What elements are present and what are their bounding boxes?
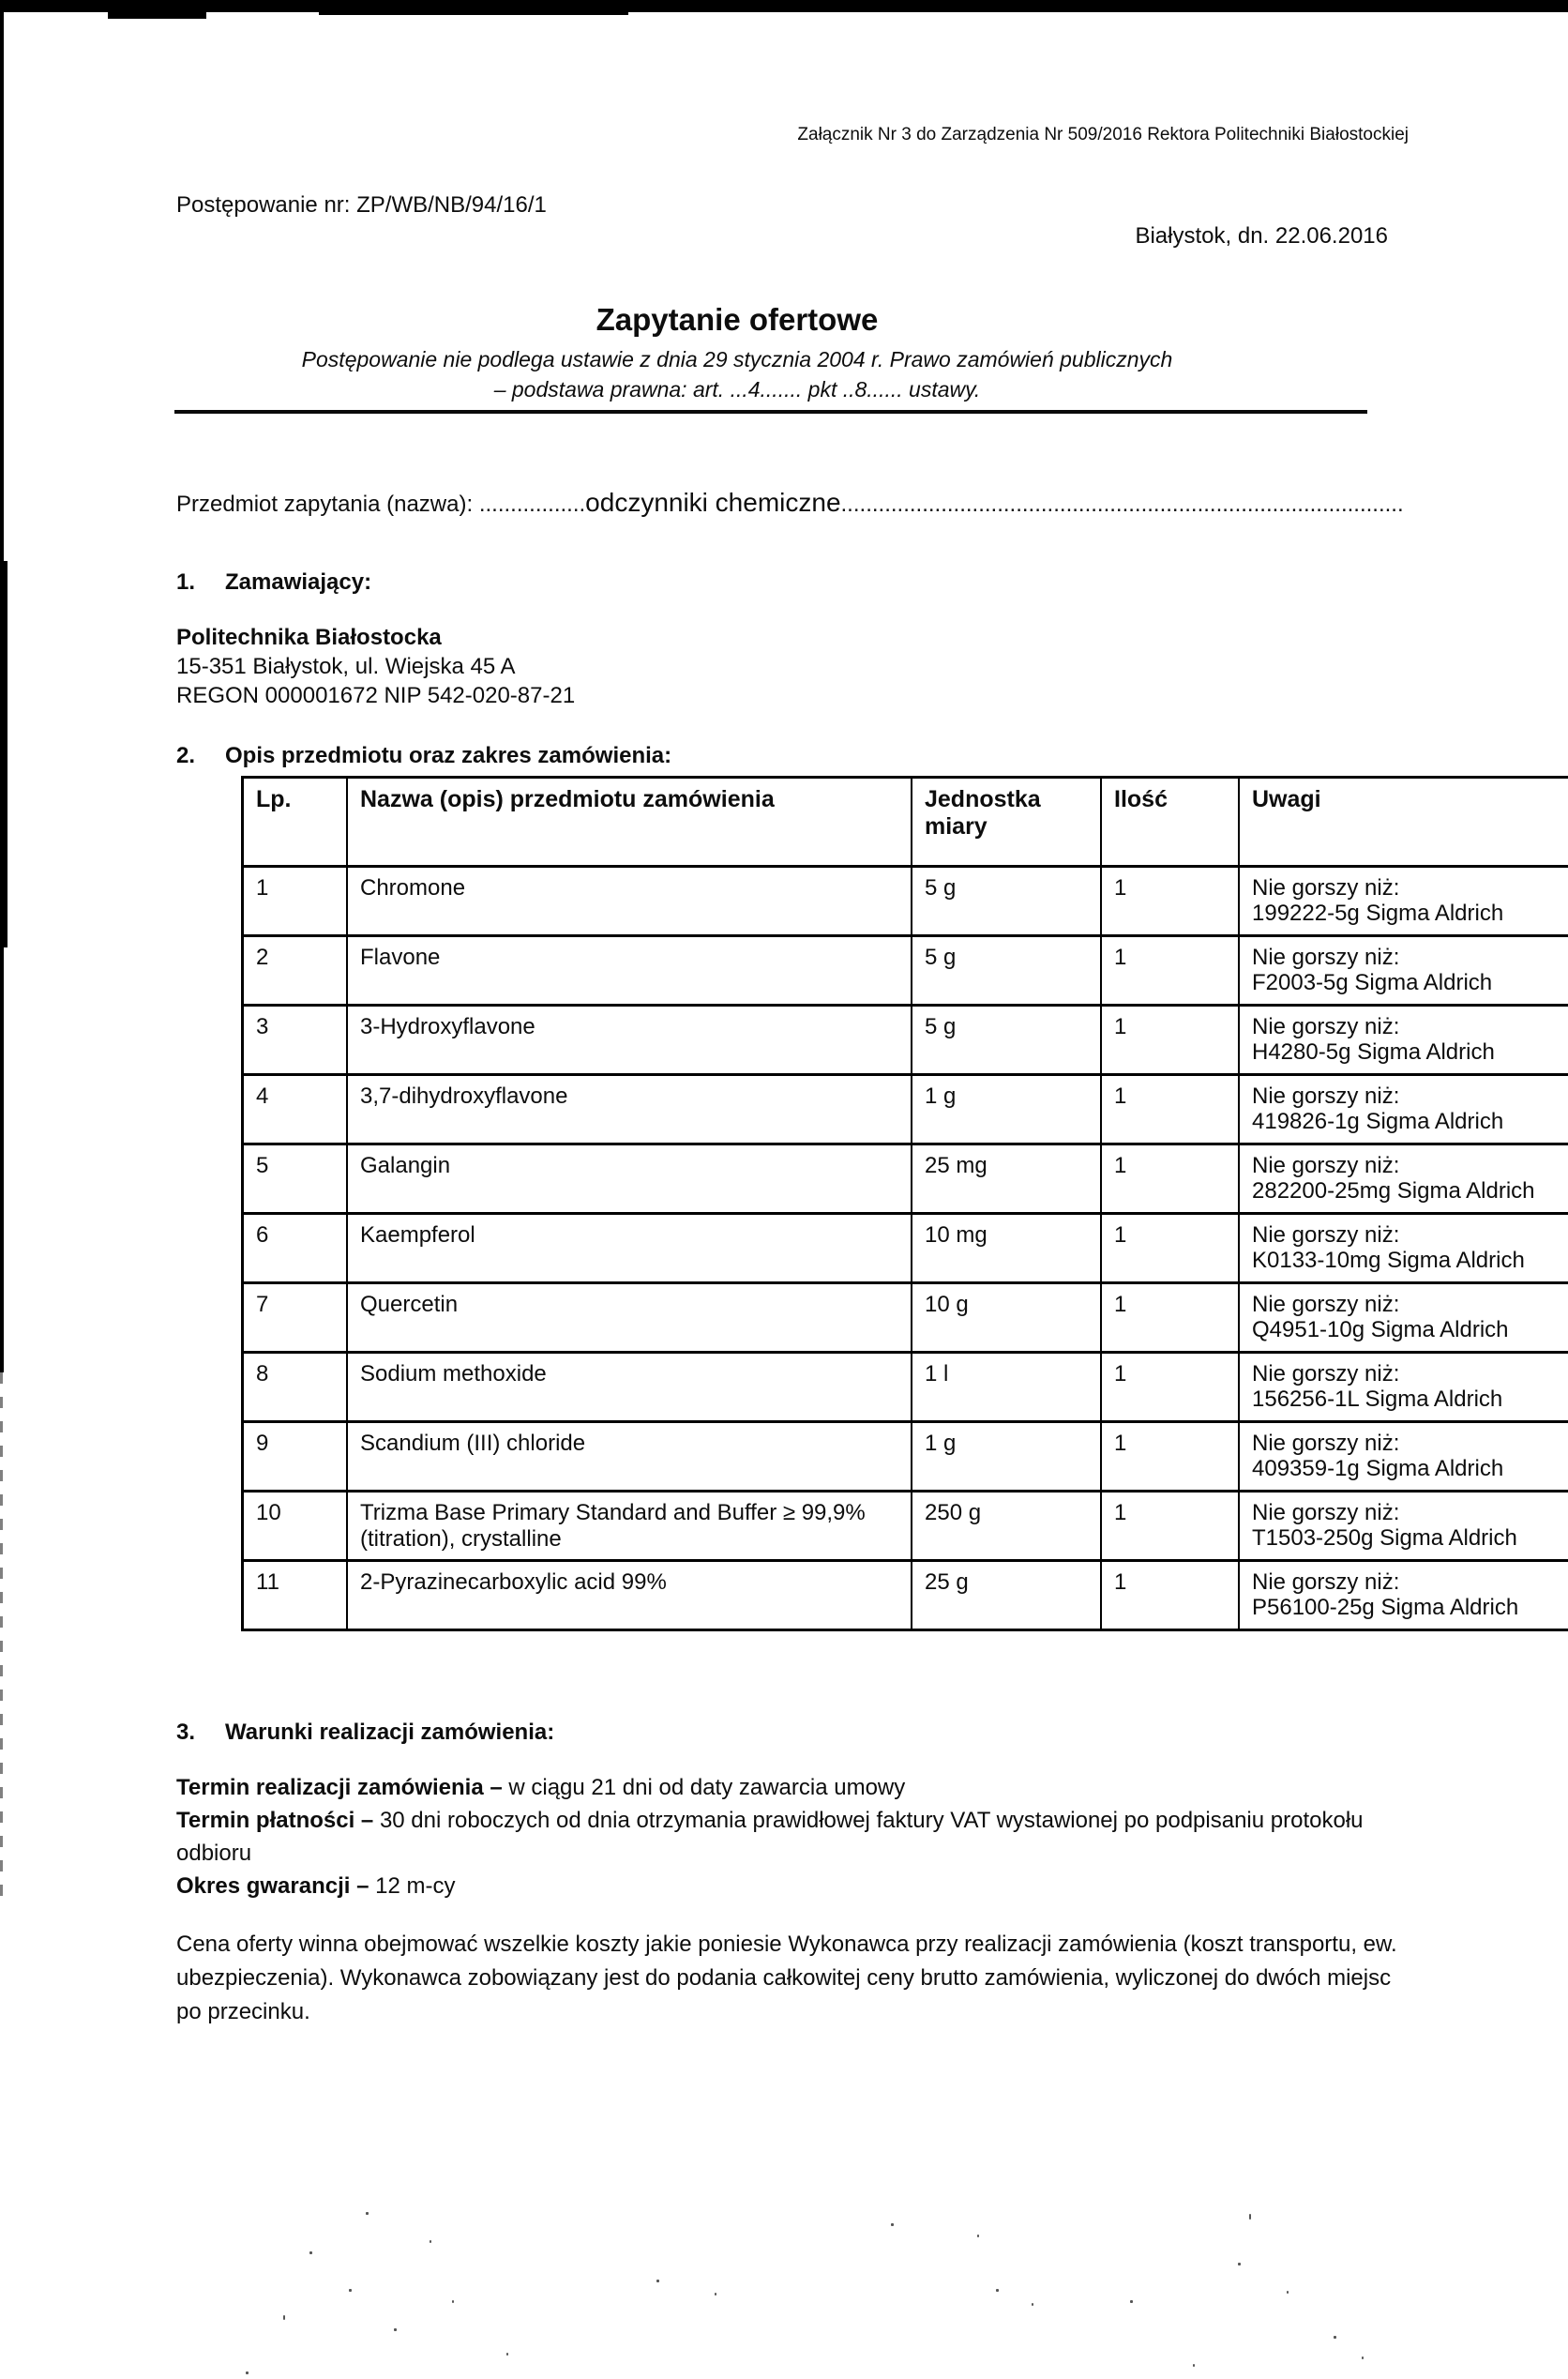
cell-notes bbox=[1239, 1422, 1568, 1492]
term-label: Termin realizacji zamówienia – bbox=[176, 1775, 509, 1800]
table-row bbox=[243, 1144, 1568, 1214]
subject-value: odczynniki chemiczne bbox=[585, 488, 841, 517]
note-line-1: Nie gorszy niż: bbox=[1252, 1500, 1400, 1525]
section-3-heading bbox=[176, 1720, 554, 1746]
term-line bbox=[176, 1870, 1425, 1902]
cell-notes bbox=[1239, 1492, 1568, 1561]
buyer-address: 15-351 Białystok, ul. Wiejska 45 A bbox=[176, 654, 516, 679]
cell-notes bbox=[1239, 867, 1568, 936]
term-line bbox=[176, 1804, 1425, 1870]
term-value: w ciągu 21 dni od daty zawarcia umowy bbox=[508, 1775, 906, 1800]
term-line bbox=[176, 1771, 1425, 1804]
items-table-body bbox=[243, 867, 1568, 1630]
cell-qty: 1 bbox=[1101, 867, 1239, 936]
cell-notes bbox=[1239, 1353, 1568, 1422]
term-label: Termin płatności – bbox=[176, 1808, 380, 1833]
note-line-1: Nie gorszy niż: bbox=[1252, 1431, 1400, 1456]
cell-name: Sodium methoxide bbox=[347, 1353, 912, 1422]
cell-unit: 5 g bbox=[912, 1006, 1101, 1075]
place-and-date: Białystok, dn. 22.06.2016 bbox=[1135, 223, 1388, 249]
cell-notes bbox=[1239, 1144, 1568, 1214]
term-label: Okres gwarancji – bbox=[176, 1873, 376, 1899]
cell-lp: 7 bbox=[243, 1283, 348, 1353]
title-block bbox=[108, 302, 1366, 404]
cell-name: Quercetin bbox=[347, 1283, 912, 1353]
scan-artifact-top-blob-1 bbox=[108, 12, 206, 19]
note-line-2: 282200-25mg Sigma Aldrich bbox=[1252, 1178, 1535, 1204]
cell-unit: 25 g bbox=[912, 1561, 1101, 1630]
items-table bbox=[241, 776, 1568, 1631]
section-1-heading bbox=[176, 569, 371, 596]
cell-qty: 1 bbox=[1101, 1075, 1239, 1144]
cell-unit: 1 l bbox=[912, 1353, 1101, 1422]
section-1-title: Zamawiający: bbox=[225, 569, 372, 595]
term-value: 30 dni roboczych od dnia otrzymania prawidłowej faktury VAT wystawionej po podpisaniu protokołu odbioru bbox=[176, 1808, 1364, 1866]
cell-notes bbox=[1239, 936, 1568, 1006]
cell-notes bbox=[1239, 1283, 1568, 1353]
note-line-2: H4280-5g Sigma Aldrich bbox=[1252, 1039, 1495, 1065]
buyer-name: Politechnika Białostocka bbox=[176, 625, 442, 650]
horizontal-rule bbox=[174, 410, 1367, 414]
scan-artifact-top-blob-2 bbox=[319, 10, 628, 15]
cell-lp: 2 bbox=[243, 936, 348, 1006]
cell-qty: 1 bbox=[1101, 1422, 1239, 1492]
note-line-2: 199222-5g Sigma Aldrich bbox=[1252, 901, 1504, 926]
table-row bbox=[243, 1006, 1568, 1075]
note-line-1: Nie gorszy niż: bbox=[1252, 875, 1400, 901]
table-row bbox=[243, 1214, 1568, 1283]
note-line-1: Nie gorszy niż: bbox=[1252, 1153, 1400, 1178]
cell-unit: 5 g bbox=[912, 867, 1101, 936]
col-header-unit: Jednostka miary bbox=[912, 778, 1101, 867]
note-line-2: Q4951-10g Sigma Aldrich bbox=[1252, 1317, 1509, 1342]
cell-unit: 1 g bbox=[912, 1422, 1101, 1492]
section-3-number: 3. bbox=[176, 1720, 196, 1745]
subtitle-line-2: – podstawa prawna: art. ...4....... pkt ..8...... ustawy. bbox=[493, 377, 981, 402]
buyer-block bbox=[176, 623, 575, 710]
cell-lp: 8 bbox=[243, 1353, 348, 1422]
cell-name: Scandium (III) chloride bbox=[347, 1422, 912, 1492]
cell-qty: 1 bbox=[1101, 936, 1239, 1006]
cell-qty: 1 bbox=[1101, 1561, 1239, 1630]
cell-qty: 1 bbox=[1101, 1353, 1239, 1422]
note-line-2: K0133-10mg Sigma Aldrich bbox=[1252, 1248, 1525, 1273]
note-line-1: Nie gorszy niż: bbox=[1252, 1014, 1400, 1039]
cell-qty: 1 bbox=[1101, 1144, 1239, 1214]
procedure-number: Postępowanie nr: ZP/WB/NB/94/16/1 bbox=[176, 192, 547, 218]
note-line-2: 156256-1L Sigma Aldrich bbox=[1252, 1386, 1503, 1412]
note-line-1: Nie gorszy niż: bbox=[1252, 1083, 1400, 1109]
cell-name: Kaempferol bbox=[347, 1214, 912, 1283]
terms-block bbox=[176, 1771, 1425, 1902]
cell-name: Trizma Base Primary Standard and Buffer ≥ 99,9% (titration), crystalline bbox=[347, 1492, 912, 1561]
note-line-2: 419826-1g Sigma Aldrich bbox=[1252, 1109, 1504, 1134]
table-row bbox=[243, 1561, 1568, 1630]
attachment-note: Załącznik Nr 3 do Zarządzenia Nr 509/2016 Rektora Politechniki Białostockiej bbox=[797, 125, 1409, 144]
note-line-2: P56100-25g Sigma Aldrich bbox=[1252, 1595, 1519, 1620]
cell-notes bbox=[1239, 1214, 1568, 1283]
cell-notes bbox=[1239, 1006, 1568, 1075]
col-header-notes: Uwagi bbox=[1239, 778, 1568, 867]
note-line-1: Nie gorszy niż: bbox=[1252, 1292, 1400, 1317]
cell-qty: 1 bbox=[1101, 1214, 1239, 1283]
note-line-1: Nie gorszy niż: bbox=[1252, 1222, 1400, 1248]
cell-unit: 250 g bbox=[912, 1492, 1101, 1561]
section-3-title: Warunki realizacji zamówienia: bbox=[225, 1720, 555, 1745]
cell-lp: 10 bbox=[243, 1492, 348, 1561]
table-row bbox=[243, 1283, 1568, 1353]
price-note: Cena oferty winna obejmować wszelkie koszty jakie poniesie Wykonawca przy realizacji zamówienia (koszt transportu, ew. ubezpieczenia). Wykonawca zobowiązany jest do podania całkowitej ceny brutto zamówienia, wyliczonej do dwóch miejsc po przecinku. bbox=[176, 1932, 1397, 2024]
document-subtitle bbox=[108, 344, 1366, 404]
cell-unit: 10 mg bbox=[912, 1214, 1101, 1283]
cell-lp: 11 bbox=[243, 1561, 348, 1630]
table-row bbox=[243, 1422, 1568, 1492]
table-row bbox=[243, 1075, 1568, 1144]
subject-line bbox=[176, 488, 1454, 518]
section-1-number: 1. bbox=[176, 569, 196, 595]
cell-unit: 1 g bbox=[912, 1075, 1101, 1144]
cell-notes bbox=[1239, 1075, 1568, 1144]
cell-lp: 1 bbox=[243, 867, 348, 936]
note-line-2: T1503-250g Sigma Aldrich bbox=[1252, 1525, 1517, 1551]
col-header-name: Nazwa (opis) przedmiotu zamówienia bbox=[347, 778, 912, 867]
section-2-heading bbox=[176, 743, 671, 769]
subject-label: Przedmiot zapytania (nazwa): bbox=[176, 492, 479, 517]
table-row bbox=[243, 1353, 1568, 1422]
cell-notes bbox=[1239, 1561, 1568, 1630]
section-2-number: 2. bbox=[176, 743, 196, 768]
cell-lp: 5 bbox=[243, 1144, 348, 1214]
table-header-row bbox=[243, 778, 1568, 867]
scan-artifact-left-fade bbox=[0, 1372, 3, 1898]
cell-name: Galangin bbox=[347, 1144, 912, 1214]
note-line-2: F2003-5g Sigma Aldrich bbox=[1252, 970, 1493, 995]
subject-dots-after: .......................................................................................... bbox=[840, 492, 1404, 517]
subject-dots-before: ................. bbox=[478, 492, 586, 517]
note-line-1: Nie gorszy niż: bbox=[1252, 1569, 1400, 1595]
cell-unit: 25 mg bbox=[912, 1144, 1101, 1214]
section-2-title: Opis przedmiotu oraz zakres zamówienia: bbox=[225, 743, 672, 768]
table-row bbox=[243, 936, 1568, 1006]
cell-lp: 6 bbox=[243, 1214, 348, 1283]
cell-qty: 1 bbox=[1101, 1492, 1239, 1561]
scan-artifact-top-bar bbox=[0, 0, 1568, 12]
cell-lp: 9 bbox=[243, 1422, 348, 1492]
scan-artifact-left-blob bbox=[0, 561, 8, 947]
note-line-2: 409359-1g Sigma Aldrich bbox=[1252, 1456, 1504, 1481]
cell-unit: 10 g bbox=[912, 1283, 1101, 1353]
note-line-1: Nie gorszy niż: bbox=[1252, 945, 1400, 970]
note-line-1: Nie gorszy niż: bbox=[1252, 1361, 1400, 1386]
document-title: Zapytanie ofertowe bbox=[596, 302, 879, 337]
cell-name: 2-Pyrazinecarboxylic acid 99% bbox=[347, 1561, 912, 1630]
cell-lp: 4 bbox=[243, 1075, 348, 1144]
term-value: 12 m-cy bbox=[375, 1873, 456, 1899]
cell-lp: 3 bbox=[243, 1006, 348, 1075]
cell-unit: 5 g bbox=[912, 936, 1101, 1006]
col-header-qty: Ilość bbox=[1101, 778, 1239, 867]
cell-qty: 1 bbox=[1101, 1283, 1239, 1353]
cell-name: Flavone bbox=[347, 936, 912, 1006]
cell-qty: 1 bbox=[1101, 1006, 1239, 1075]
cell-name: Chromone bbox=[347, 867, 912, 936]
cell-name: 3-Hydroxyflavone bbox=[347, 1006, 912, 1075]
table-row bbox=[243, 1492, 1568, 1561]
table-row bbox=[243, 867, 1568, 936]
col-header-lp: Lp. bbox=[243, 778, 348, 867]
buyer-regon-nip: REGON 000001672 NIP 542-020-87-21 bbox=[176, 683, 576, 708]
subtitle-line-1: Postępowanie nie podlega ustawie z dnia 29 stycznia 2004 r. Prawo zamówień publicznych bbox=[301, 347, 1173, 371]
cell-name: 3,7-dihydroxyflavone bbox=[347, 1075, 912, 1144]
